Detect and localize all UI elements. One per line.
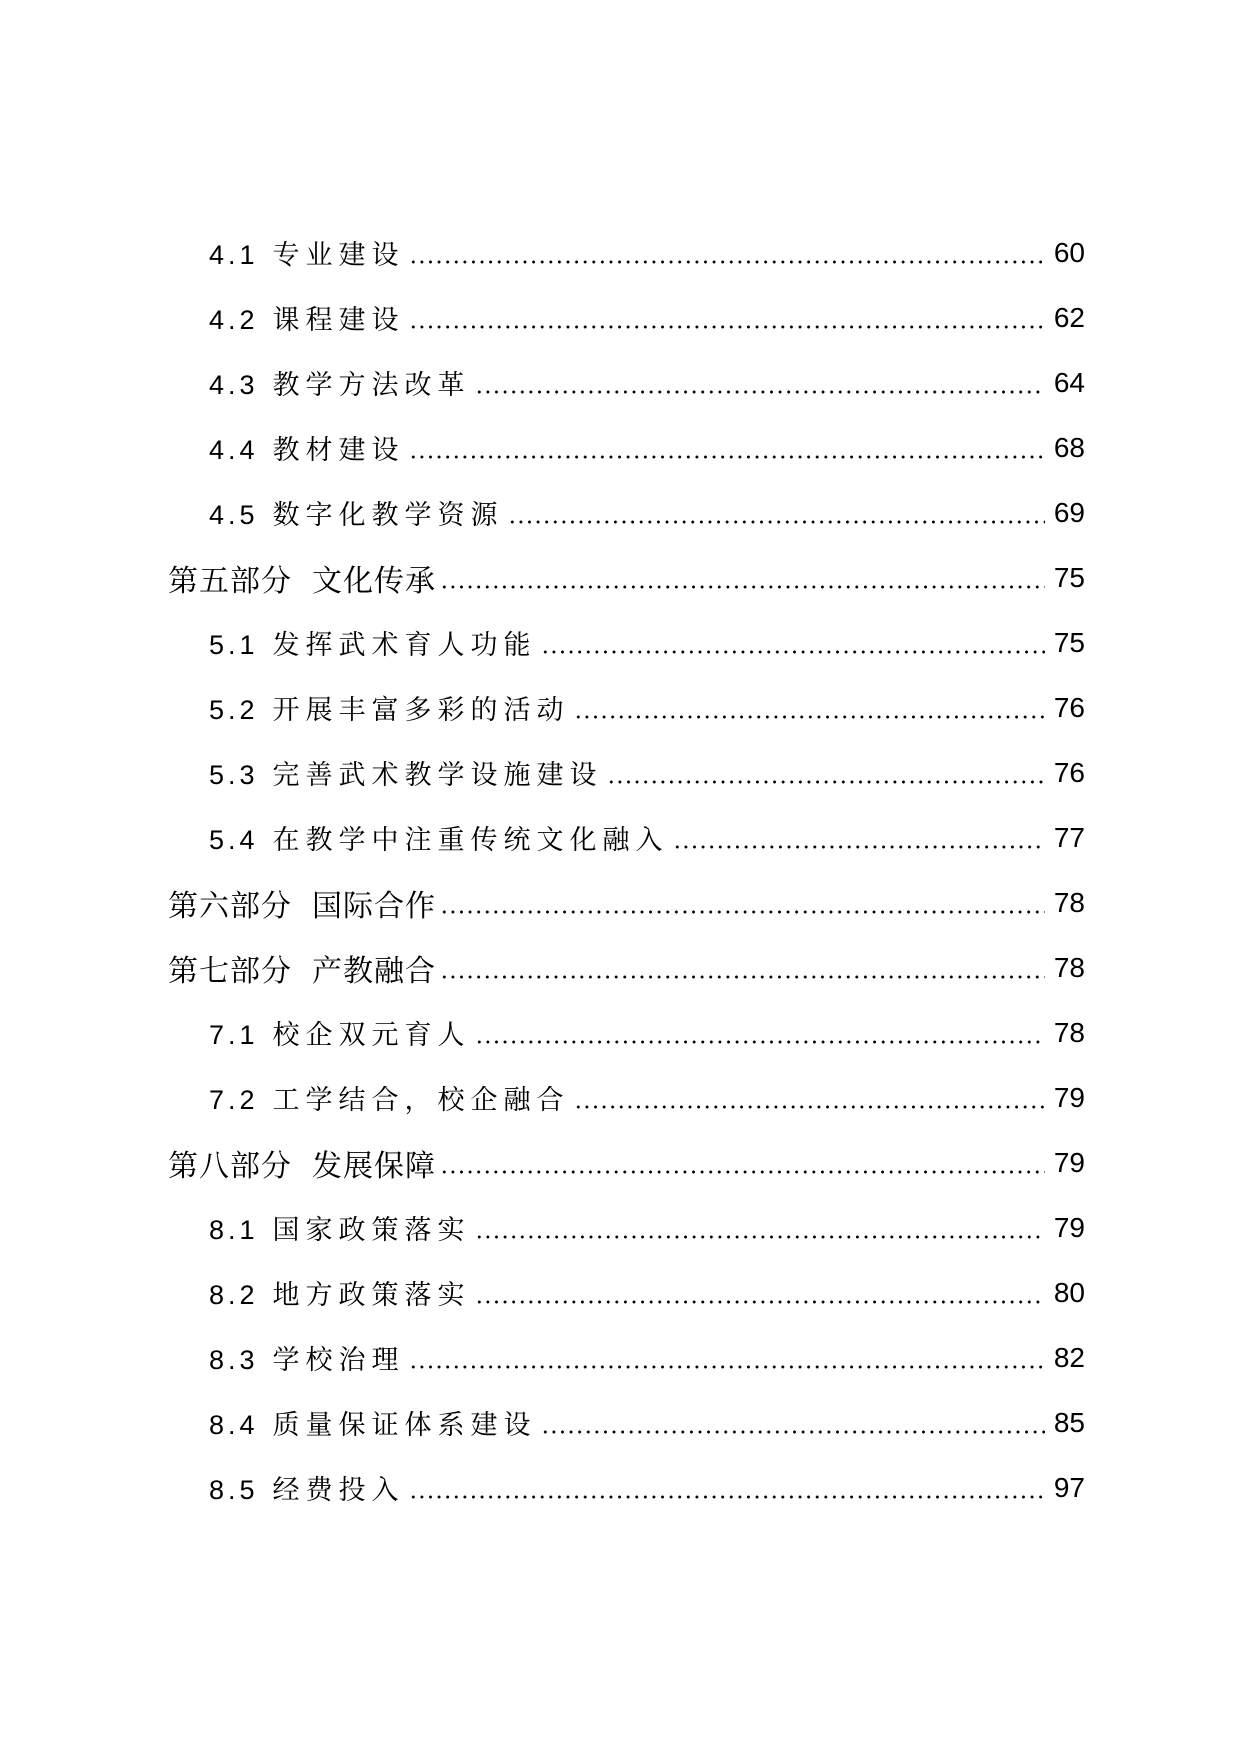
dot-leader <box>440 1170 1045 1174</box>
entry-title: 经费投入 <box>272 1475 405 1506</box>
entry-page-number: 78 <box>1053 886 1085 918</box>
toc-part-6[interactable] <box>0 870 1240 935</box>
part-title: 发展保障 <box>312 1148 436 1184</box>
entry-number: 5.3 <box>209 760 259 790</box>
entry-page-number: 79 <box>1053 1081 1085 1113</box>
toc-entry-8-4[interactable] <box>0 1390 1240 1455</box>
entry-title: 国家政策落实 <box>272 1215 471 1246</box>
dot-leader <box>475 1235 1045 1239</box>
dot-leader <box>409 1495 1045 1499</box>
entry-number: 8.3 <box>209 1345 259 1375</box>
entry-page-number: 85 <box>1053 1406 1085 1438</box>
entry-page-number: 80 <box>1053 1276 1085 1308</box>
entry-title: 完善武术教学设施建设 <box>272 760 603 791</box>
entry-title: 质量保证体系建设 <box>272 1410 537 1441</box>
entry-number: 4.1 <box>209 240 259 270</box>
dot-leader <box>574 715 1045 719</box>
entry-page-number: 79 <box>1053 1146 1085 1178</box>
entry-title: 发挥武术育人功能 <box>272 630 537 661</box>
toc-entry-8-1[interactable] <box>0 1195 1240 1260</box>
toc-part-5[interactable] <box>0 545 1240 610</box>
part-number: 第八部分 <box>168 1148 292 1184</box>
part-title: 产教融合 <box>312 953 436 989</box>
entry-number: 8.4 <box>209 1410 259 1440</box>
dot-leader <box>440 975 1045 979</box>
dot-leader <box>440 585 1045 589</box>
entry-title: 教学方法改革 <box>272 370 471 401</box>
part-number: 第六部分 <box>168 888 292 924</box>
entry-title: 学校治理 <box>272 1345 405 1376</box>
entry-number: 5.1 <box>209 630 259 660</box>
toc-entry-5-1[interactable] <box>0 610 1240 675</box>
dot-leader <box>409 455 1045 459</box>
entry-number: 4.2 <box>209 305 259 335</box>
entry-title: 地方政策落实 <box>272 1280 471 1311</box>
dot-leader <box>440 910 1045 914</box>
entry-page-number: 75 <box>1053 626 1085 658</box>
toc-entry-4-2[interactable] <box>0 285 1240 350</box>
entry-title: 在教学中注重传统文化融入 <box>272 825 669 856</box>
toc-entry-5-2[interactable] <box>0 675 1240 740</box>
entry-number: 7.1 <box>209 1020 259 1050</box>
entry-number: 8.5 <box>209 1475 259 1505</box>
entry-number: 5.2 <box>209 695 259 725</box>
dot-leader <box>673 845 1045 849</box>
dot-leader <box>409 260 1045 264</box>
entry-page-number: 75 <box>1053 561 1085 593</box>
entry-number: 5.4 <box>209 825 259 855</box>
entry-page-number: 82 <box>1053 1341 1085 1373</box>
toc-entry-5-4[interactable] <box>0 805 1240 870</box>
entry-number: 7.2 <box>209 1085 259 1115</box>
part-number: 第七部分 <box>168 953 292 989</box>
part-title: 国际合作 <box>312 888 436 924</box>
dot-leader <box>475 390 1045 394</box>
toc-entry-4-5[interactable] <box>0 480 1240 545</box>
dot-leader <box>409 325 1045 329</box>
entry-number: 4.3 <box>209 370 259 400</box>
dot-leader <box>541 650 1045 654</box>
entry-page-number: 78 <box>1053 951 1085 983</box>
entry-page-number: 69 <box>1053 496 1085 528</box>
entry-page-number: 60 <box>1053 236 1085 268</box>
toc-entry-4-4[interactable] <box>0 415 1240 480</box>
entry-page-number: 78 <box>1053 1016 1085 1048</box>
entry-page-number: 62 <box>1053 301 1085 333</box>
toc-entry-4-1[interactable] <box>0 220 1240 285</box>
toc-entry-8-2[interactable] <box>0 1260 1240 1325</box>
toc-entry-8-5[interactable] <box>0 1455 1240 1520</box>
entry-title: 开展丰富多彩的活动 <box>272 695 570 726</box>
entry-page-number: 64 <box>1053 366 1085 398</box>
part-title: 文化传承 <box>312 563 436 599</box>
toc-entry-7-2[interactable] <box>0 1065 1240 1130</box>
entry-number: 4.5 <box>209 500 259 530</box>
toc-entry-7-1[interactable] <box>0 1000 1240 1065</box>
dot-leader <box>607 780 1045 784</box>
dot-leader <box>574 1105 1045 1109</box>
dot-leader <box>508 520 1045 524</box>
entry-title: 工学结合，校企融合 <box>272 1085 570 1116</box>
entry-title: 校企双元育人 <box>272 1020 471 1051</box>
dot-leader <box>475 1300 1045 1304</box>
toc-entry-5-3[interactable] <box>0 740 1240 805</box>
entry-number: 8.2 <box>209 1280 259 1310</box>
entry-page-number: 76 <box>1053 756 1085 788</box>
entry-title: 课程建设 <box>272 305 405 336</box>
entry-number: 8.1 <box>209 1215 259 1245</box>
dot-leader <box>475 1040 1045 1044</box>
entry-page-number: 68 <box>1053 431 1085 463</box>
entry-title: 教材建设 <box>272 435 405 466</box>
entry-number: 4.4 <box>209 435 259 465</box>
entry-page-number: 77 <box>1053 821 1085 853</box>
dot-leader <box>409 1365 1045 1369</box>
entry-page-number: 79 <box>1053 1211 1085 1243</box>
part-number: 第五部分 <box>168 563 292 599</box>
toc-part-7[interactable] <box>0 935 1240 1000</box>
dot-leader <box>541 1430 1045 1434</box>
entry-title: 数字化教学资源 <box>272 500 504 531</box>
entry-title: 专业建设 <box>272 240 405 271</box>
entry-page-number: 76 <box>1053 691 1085 723</box>
toc-part-8[interactable] <box>0 1130 1240 1195</box>
toc-entry-4-3[interactable] <box>0 350 1240 415</box>
toc-entry-8-3[interactable] <box>0 1325 1240 1390</box>
entry-page-number: 97 <box>1053 1471 1085 1503</box>
